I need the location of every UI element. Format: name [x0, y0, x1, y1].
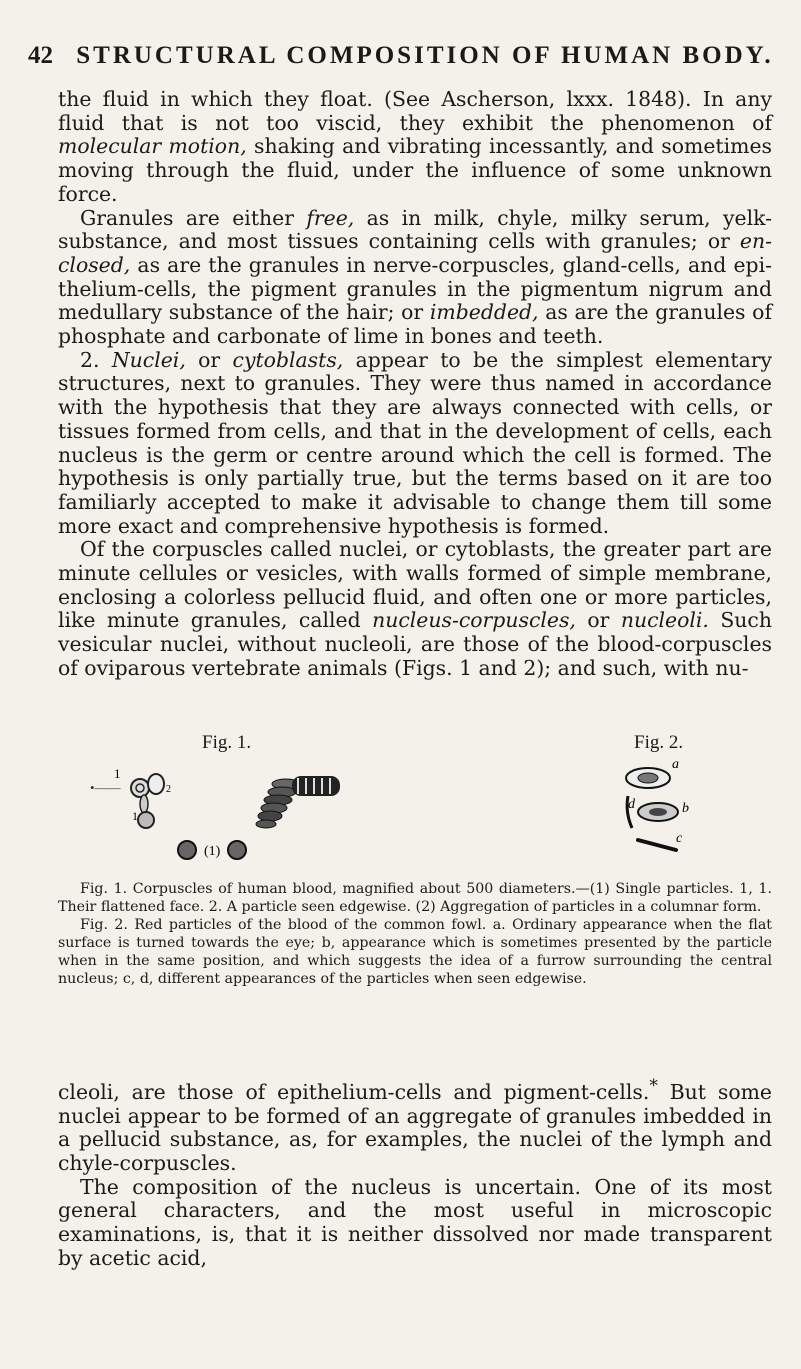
figure-row	[80, 732, 760, 862]
fig1-paren-1: (1)	[204, 844, 221, 859]
bottom-text-block	[58, 1075, 772, 1270]
fig2-mark-a: a	[672, 757, 679, 772]
fig1-arrow: •——	[90, 780, 121, 795]
fig2-caption: Fig. 2. Red particles of the blood of the common fowl. a. Ordinary appearance when the flat surface is turned towards the eye; b, appearance which is sometimes presented by the particle when in the same position, and which suggests the idea of a furrow surrounding the central nucleus; c, d, different appearances of the particles when seen edgewise.	[58, 917, 772, 987]
paragraph-4: Of the corpuscles called nuclei, or cytoblasts, the greater part are minute cellules or vesicles, with walls formed of simple membrane, enclosing a colorless pellucid fluid, and often one or more particles, like minute granules, called nucleus-corpuscles, or nucleoli. Such vesicular nuclei, without nucleoli, are those of the blood-corpuscles of oviparous vertebrate animals (Figs. 1 and 2); and such, with nu-	[58, 537, 772, 680]
fig1-dot-left	[178, 841, 196, 859]
fig2-mark-c: c	[676, 831, 683, 846]
fig2-mark-d: d	[628, 797, 635, 812]
fig1-caption: Fig. 1. Corpuscles of human blood, magnified about 500 diameters.—(1) Single particles. 1, 1. Their flattened face. 2. A particle seen edgewise. (2) Aggregation of particles in a columnar form.	[58, 881, 772, 915]
paragraph-5: cleoli, are those of epithelium-cells and pigment-cells.* But some nuclei appear to be formed of an aggregate of granules imbedded in a pellucid substance, as, for examples, the nuclei of the lymph and chyle-corpuscles.	[58, 1076, 772, 1175]
fig2-illustration	[626, 757, 689, 850]
fig1-corpuscle-3	[138, 812, 154, 828]
running-header	[28, 42, 788, 70]
fig1-corpuscle-1	[131, 779, 149, 797]
fig1-mark-1-side: 1	[132, 809, 138, 823]
paragraph-1: the fluid in which they float. (See Ascherson, lxxx. 1848). In any fluid that is not too viscid, they exhibit the phenomenon of molecular motion, shaking and vibrating incessantly, and sometimes moving through the fluid, under the influence of some unknown force.	[58, 87, 772, 206]
figure-captions	[58, 880, 772, 988]
fig1-mark-2: 2	[166, 784, 171, 795]
fig1-dot-right	[228, 841, 246, 859]
fig1-mark-1-top: 1	[114, 766, 121, 781]
page-number: 42	[28, 42, 53, 69]
fig1-edge-particle	[140, 795, 148, 813]
fig1-column-stack	[256, 776, 340, 828]
fig1-corpuscle-2	[148, 774, 164, 794]
top-text-block	[58, 88, 772, 681]
paragraph-2: Granules are either free, as in milk, chyle, milky serum, yelk-substance, and most tissues containing cells with granules; or en-closed, as are the granules in nerve-corpuscles, gland-cells, and epi-thelium-cells, the pigment granules in the pigmentum nigrum and medullary substance of the hair; or imbedded, as are the granules of phosphate and carbonate of lime in bones and teeth.	[58, 205, 773, 349]
running-title: STRUCTURAL COMPOSITION OF HUMAN BODY.	[76, 42, 774, 69]
fig1-illustration	[90, 766, 340, 859]
paragraph-6: The composition of the nucleus is uncertain. One of its most general characters, and the most useful in microscopic examinations, is, that it is neither dissolved nor made transparent by acetic acid,	[58, 1174, 772, 1270]
figure-illustrations	[80, 732, 760, 862]
fig2-particle-c	[638, 840, 676, 850]
fig2-label: Fig. 2.	[634, 732, 684, 753]
fig1-label: Fig. 1.	[202, 732, 252, 753]
fig2-mark-b: b	[682, 801, 689, 816]
paragraph-3: 2. Nuclei, or cytoblasts, appear to be the simplest elementary structures, next to granules. They were thus named in accordance with the hypothesis that they are always connected with cells, or tissues formed from cells, and that in the development of cells, each nucleus is the germ or centre around which the cell is formed. The hypothesis is only partially true, but the terms based on it are too familiarly accepted to make it advisable to change them till some more exact and comprehensive hypothesis is formed.	[58, 347, 772, 538]
